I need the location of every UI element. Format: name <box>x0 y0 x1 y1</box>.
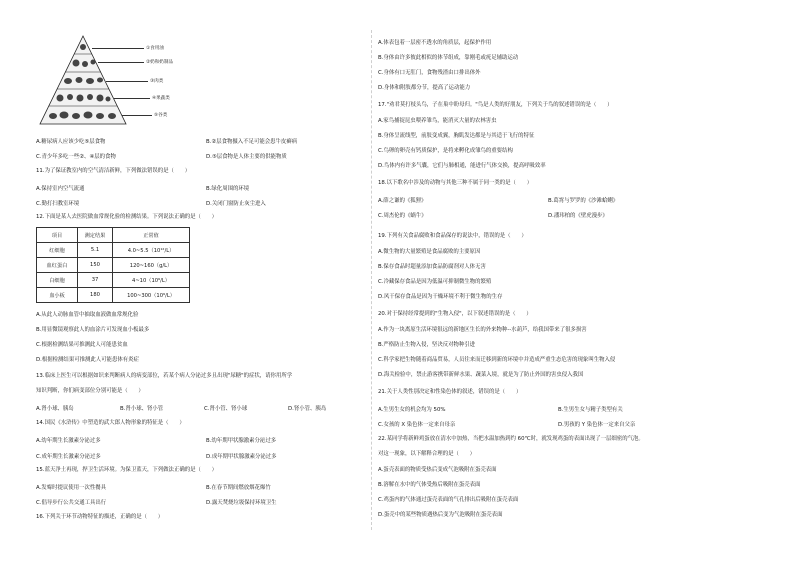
q22-option-d[interactable]: D.蛋壳中的某些物质遇热后变为气泡吸附在蛋壳表面 <box>378 512 503 518</box>
right-column <box>378 40 758 530</box>
q11-option-b[interactable]: B.绿化周围的环境 <box>206 186 250 192</box>
q19-option-b[interactable]: B.保存食品时超量添加食品防腐剂对人体无害 <box>378 264 486 270</box>
q11-option-a[interactable]: A.保持室内空气流通 <box>36 186 85 192</box>
q16-option-d[interactable]: D.身体和附肢都分节，提高了运动能力 <box>378 85 471 91</box>
q13-option-a[interactable]: A.肾小球、胰岛 <box>36 406 74 412</box>
table-cell: 150 <box>78 258 113 273</box>
q20-option-c[interactable]: C.科学家把生物随着商品贸易，人员往来而迁移到新的环境中并造成严重生态危害的现象叫生物入侵 <box>378 357 616 363</box>
q21-option-c[interactable]: C.女孩的 X 染色体一定来自母亲 <box>378 422 456 428</box>
question-13-line-2: 知识判断，你们病变部位分别可能是（ ） <box>36 388 144 394</box>
q15-option-b[interactable]: B.在春节期间燃放烟花爆竹 <box>206 485 271 491</box>
question-20: 20.对于保持经常提到的"生物入侵"，以下叙述错误的是（ ） <box>378 311 532 317</box>
q15-option-c[interactable]: C.倡导步行公共交通工具出行 <box>36 500 107 506</box>
q19-option-c[interactable]: C.冷藏保存食品是因为低温可抑制微生物的繁殖 <box>378 279 492 285</box>
question-13-line-1: 13.临床上医生可以根据如识来判断病人的病变部位，若某个病人分泌过多且出现"尿糖"的症状，请你用所学 <box>36 373 293 379</box>
q17-option-b[interactable]: B.身体呈流线型，前肢变成翼，胸肌发达都是与其适于飞行的特征 <box>378 133 535 139</box>
q12-option-a[interactable]: A.从此人动脉血管中抽取血液做血常规化验 <box>36 312 139 318</box>
q19-option-a[interactable]: A.微生物的大量繁殖是食品腐败的主要原因 <box>378 249 481 255</box>
q17-option-c[interactable]: C.鸟卵的卵壳有钙质保护，是将来孵化成雏鸟的重要结构 <box>378 148 513 154</box>
q21-option-b[interactable]: B.生男生女与精子类型有关 <box>558 407 623 413</box>
table-header-cell: 正常值 <box>113 228 190 243</box>
question-18: 18.以下歌名中涉及的动物与其他三种不属于同一类的是（ ） <box>378 180 533 186</box>
q22-option-b[interactable]: B.溶解在水中的气体受热后吸附在蛋壳表面 <box>378 482 481 488</box>
q14-option-d[interactable]: D.成年期甲状腺激素分泌过多 <box>206 454 277 460</box>
table-header-cell: 测定结果 <box>78 228 113 243</box>
table-cell: 37 <box>78 273 113 288</box>
question-16: 16.下列关于环节动物特征的描述，正确的是（ ） <box>36 514 164 520</box>
question-12: 12.下面是某人去医院做血常规化验的检测结果。下列说法正确的是（ ） <box>36 214 218 220</box>
question-22-line-2: 对这一现象，以下解释合理的是（ ） <box>378 451 476 457</box>
q19-option-d[interactable]: D.风干保存食品是因为干燥环境不利于微生物的生存 <box>378 294 503 300</box>
q17-option-a[interactable]: A.家鸟捕捉昆虫喂养雏鸟，能消灭大量的农林害虫 <box>378 118 497 124</box>
q12-option-c[interactable]: C.根据检测结果可推测此人可能患贫血 <box>36 342 128 348</box>
table-header-row <box>37 228 190 243</box>
table-cell: 4.0~5.5（10¹²/L） <box>113 243 190 258</box>
blood-test-table <box>36 227 190 303</box>
table-cell: 血红蛋白 <box>37 258 78 273</box>
q21-option-a[interactable]: A.生男生女的机会均为 50% <box>378 407 446 413</box>
q10-option-b[interactable]: B.②层食物摄入不足可能会患牛皮癣病 <box>206 139 298 145</box>
table-row <box>37 273 190 288</box>
q20-option-b[interactable]: B.严格防止生物入侵，坚决反对物种引进 <box>378 342 476 348</box>
q18-option-c[interactable]: C.周杰伦的《蜗牛》 <box>378 213 427 219</box>
question-19: 19.下列有关食品腐败和食品保存的说法中，错误的是（ ） <box>378 233 527 239</box>
pyramid-label-oil: ①食用油 <box>146 46 164 51</box>
table-cell: 120~160（g/L） <box>113 258 190 273</box>
q10-option-a[interactable]: A.糖尿病人应该少吃⑤层食物 <box>36 139 106 145</box>
q18-option-a[interactable]: A.薛之谦的《狐狸》 <box>378 198 427 204</box>
table-cell: 180 <box>78 288 113 303</box>
left-column <box>36 34 376 534</box>
table-row <box>37 243 190 258</box>
question-14: 14.国民《水浒传》中塑造的武大郎人物形象的特征是（ ） <box>36 420 185 426</box>
q11-option-c[interactable]: C.勤打扫教室环境 <box>36 201 80 207</box>
q14-option-a[interactable]: A.幼年期生长激素分泌过多 <box>36 438 101 444</box>
table-cell: 白细胞 <box>37 273 78 288</box>
q22-option-a[interactable]: A.蛋壳表面的物质受热后变成气泡吸附在蛋壳表面 <box>378 467 497 473</box>
table-cell: 4~10（10⁹/L） <box>113 273 190 288</box>
q22-option-c[interactable]: C.鸡蛋内的气体通过蛋壳表面的气孔排出后吸附在蛋壳表面 <box>378 497 519 503</box>
table-header-cell: 项目 <box>37 228 78 243</box>
q17-option-d[interactable]: D.鸟体内有许多气囊，它们与肺相通，能进行气体交换，提高呼吸效率 <box>378 163 546 169</box>
q20-option-d[interactable]: D.海关检验中，禁止游客携带新鲜水果、蔬菜入境，就是为了防止外国的害虫侵入我国 <box>378 372 584 378</box>
table-row <box>37 288 190 303</box>
q10-option-d[interactable]: D.⑤层食物是人体主要的供能物质 <box>206 154 287 160</box>
question-17: 17."劝君莫打枝头鸟，子在巢中盼母归。"鸟是人类的好朋友，下列关于鸟的叙述错误的是（ ） <box>378 102 613 108</box>
q13-option-d[interactable]: D.肾小管、胰岛 <box>288 406 327 412</box>
q21-option-d[interactable]: D.男孩的 Y 染色体一定来自父亲 <box>558 422 636 428</box>
pyramid-label-grain: ⑤谷类 <box>154 113 168 118</box>
q10-option-c[interactable]: C.青少年多吃一些②、④层的食物 <box>36 154 116 160</box>
table-cell: 红细胞 <box>37 243 78 258</box>
q13-option-b[interactable]: B.肾小球、肾小管 <box>120 406 164 412</box>
food-pyramid-figure <box>36 34 196 126</box>
q11-option-d[interactable]: D.关闭门窗防止灰尘进入 <box>206 201 266 207</box>
q15-option-a[interactable]: A.发霉时提议使用一次性餐具 <box>36 485 106 491</box>
question-11: 11.为了保证教室内的空气清洁新鲜，下列做法错误的是（ ） <box>36 168 191 174</box>
q12-option-d[interactable]: D.根据检测结果可推测此人可能患体有炎症 <box>36 357 139 363</box>
q18-option-b[interactable]: B.葛霄与罗罗的《沙滩蛤蜊》 <box>548 198 619 204</box>
q18-option-d[interactable]: D.潘玮柏的《壁虎漫步》 <box>548 213 608 219</box>
question-21: 21.关于人类性别决定和性染色体的叙述，错误的是（ ） <box>378 389 522 395</box>
q16-option-b[interactable]: B.身体由许多彼此相似的体节组成，靠刚毛或疣足辅助运动 <box>378 55 519 61</box>
q14-option-b[interactable]: B.幼年期甲状腺激素分泌过多 <box>206 438 277 444</box>
pyramid-label-milk: ②奶和奶制品 <box>146 60 174 65</box>
table-cell: 血小板 <box>37 288 78 303</box>
q16-option-a[interactable]: A.体表包着一层密不透水的角质层，起保护作用 <box>378 40 492 46</box>
table-cell: 100~300（10⁹/L） <box>113 288 190 303</box>
question-22-line-1: 22.某同学将新鲜鸡蛋放在清水中加热，当把水温加热到约 60℃时，就发现鸡蛋的表面出现了一层细密的气泡。 <box>378 436 644 442</box>
q12-option-b[interactable]: B.用显微镜观察此人的血涂片可发现血小板最多 <box>36 327 150 333</box>
question-15: 15.蓝天净土再现，捍卫生活环境。为保卫蓝天，下列做法正确的是（ ） <box>36 467 218 473</box>
table-row <box>37 258 190 273</box>
pyramid-label-meat: ③肉类 <box>150 79 164 84</box>
q13-option-c[interactable]: C.肾小管、肾小球 <box>204 406 248 412</box>
table-cell: 5.1 <box>78 243 113 258</box>
q15-option-d[interactable]: D.露天焚烧垃圾保持环境卫生 <box>206 500 277 506</box>
pyramid-label-fruit-veg: ④果蔬类 <box>152 96 170 101</box>
q14-option-c[interactable]: C.成年期生长激素分泌过多 <box>36 454 101 460</box>
q20-option-a[interactable]: A.作为一块离原生活环境很远的新地区生长的外来物种--水葫芦，给我国带来了很多损害 <box>378 327 587 333</box>
q16-option-c[interactable]: C.身体有口无肛门，食物残渣由口排出体外 <box>378 70 481 76</box>
